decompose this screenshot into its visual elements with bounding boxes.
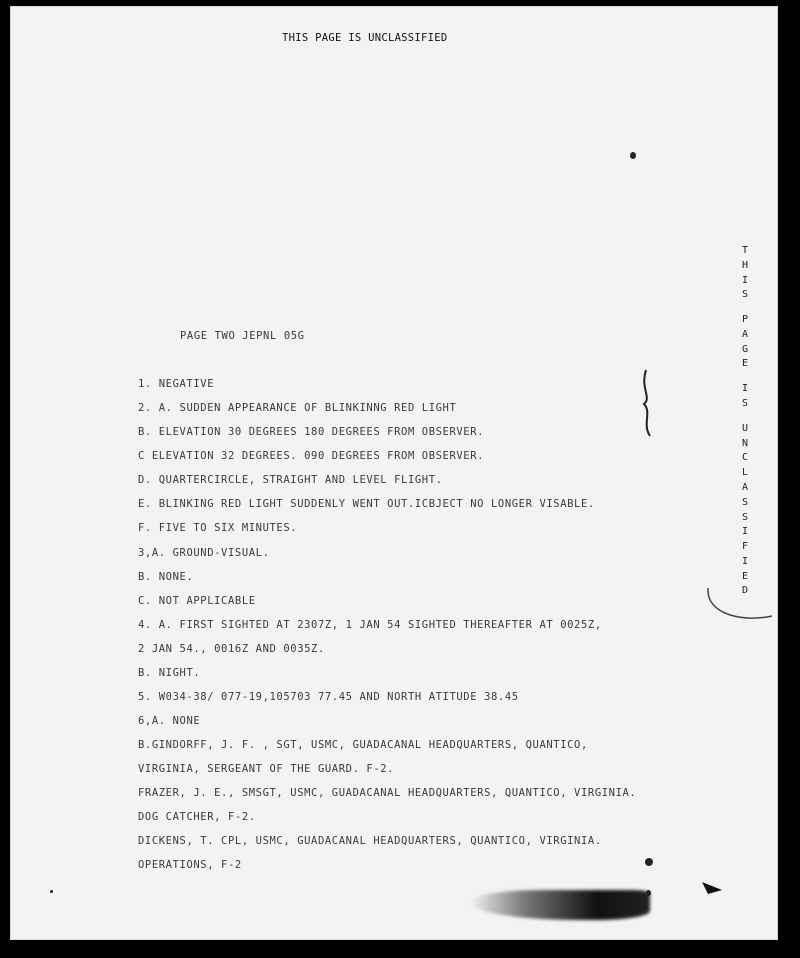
text-line: D. QUARTERCIRCLE, STRAIGHT AND LEVEL FLIGHT.	[138, 474, 443, 486]
stamp-letter: G	[741, 343, 749, 355]
text-line: FRAZER, J. E., SMSGT, USMC, GUADACANAL HEADQUARTERS, QUANTICO, VIRGINIA.	[138, 787, 637, 799]
text-line: C ELEVATION 32 DEGREES. 090 DEGREES FROM OBSERVER.	[138, 450, 485, 462]
text-line: F. FIVE TO SIX MINUTES.	[138, 522, 298, 534]
scan-smudge	[470, 890, 650, 920]
margin-bracket-curve	[706, 586, 776, 626]
stamp-letter: I	[741, 526, 749, 538]
stamp-letter: N	[741, 437, 749, 449]
stamp-letter: F	[741, 541, 749, 553]
stamp-letter: I	[741, 383, 749, 395]
stamp-letter: S	[741, 289, 749, 301]
scan-speck	[50, 890, 53, 893]
classification-header: THIS PAGE IS UNCLASSIFIED	[282, 32, 448, 44]
text-line: 3,A. GROUND-VISUAL.	[138, 547, 270, 559]
stamp-letter: P	[741, 314, 749, 326]
message-heading: PAGE TWO JEPNL 05G	[180, 330, 305, 342]
text-line: DICKENS, T. CPL, USMC, GUADACANAL HEADQUARTERS, QUANTICO, VIRGINIA.	[138, 835, 602, 847]
text-line: 2. A. SUDDEN APPEARANCE OF BLINKINNG RED LIGHT	[138, 402, 457, 414]
stamp-letter: E	[741, 570, 749, 582]
arrow-mark	[700, 878, 730, 898]
scan-speck	[645, 858, 653, 866]
stamp-letter: S	[741, 398, 749, 410]
text-line: 4. A. FIRST SIGHTED AT 2307Z, 1 JAN 54 SIGHTED THEREAFTER AT 0025Z,	[138, 619, 602, 631]
stamp-letter: S	[741, 496, 749, 508]
stamp-letter: T	[741, 245, 749, 256]
stamp-letter: D	[741, 585, 749, 597]
stamp-letter: A	[741, 328, 749, 340]
text-line: VIRGINIA, SERGEANT OF THE GUARD. F-2.	[138, 763, 395, 775]
text-line: 6,A. NONE	[138, 715, 201, 727]
stamp-letter: H	[741, 259, 749, 271]
text-line: 1. NEGATIVE	[138, 378, 215, 390]
scan-speck	[630, 152, 636, 159]
text-line: B. NONE.	[138, 571, 194, 583]
stamp-letter: U	[741, 422, 749, 434]
text-line: 2 JAN 54., 0016Z AND 0035Z.	[138, 643, 325, 655]
stamp-letter: I	[741, 555, 749, 567]
stamp-letter: L	[741, 467, 749, 479]
text-line: B. NIGHT.	[138, 667, 201, 679]
text-line: E. BLINKING RED LIGHT SUDDENLY WENT OUT.ICBJECT NO LONGER VISABLE.	[138, 498, 595, 510]
stamp-letter: I	[741, 274, 749, 286]
text-line: C. NOT APPLICABLE	[138, 595, 256, 607]
margin-bracket-mark	[638, 368, 658, 438]
stamp-letter: S	[741, 511, 749, 523]
stamp-letter: A	[741, 481, 749, 493]
text-line: 5. W034-38/ 077-19,105703 77.45 AND NORTH ATITUDE 38.45	[138, 691, 519, 703]
text-line: B.GINDORFF, J. F. , SGT, USMC, GUADACANAL HEADQUARTERS, QUANTICO,	[138, 739, 588, 751]
stamp-letter: E	[741, 358, 749, 370]
text-line: DOG CATCHER, F-2.	[138, 811, 256, 823]
stamp-letter: C	[741, 452, 749, 464]
document-page	[10, 6, 778, 940]
classification-margin-stamp	[738, 246, 752, 601]
text-line: OPERATIONS, F-2	[138, 859, 242, 871]
text-line: B. ELEVATION 30 DEGREES 180 DEGREES FROM OBSERVER.	[138, 426, 485, 438]
